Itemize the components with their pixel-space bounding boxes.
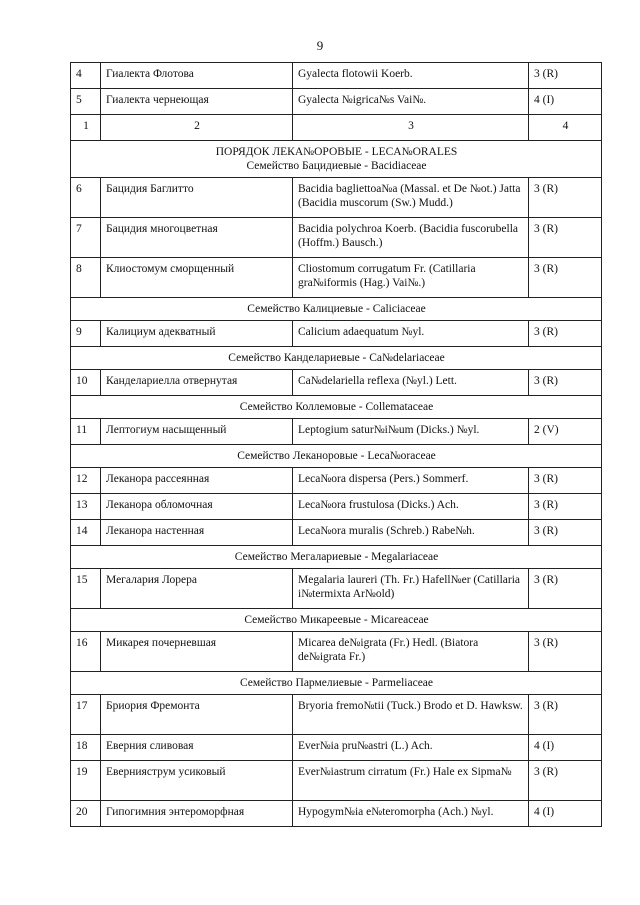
russian-name-cell: Бриория Фремонта xyxy=(101,695,293,735)
category-cell: 3 (R) xyxy=(529,632,602,672)
column-number-cell: 3 xyxy=(293,115,529,141)
category-cell: 4 (I) xyxy=(529,735,602,761)
category-cell: 4 (I) xyxy=(529,801,602,827)
section-header-row xyxy=(71,546,602,569)
russian-name-cell: Калициум адекватный xyxy=(101,321,293,347)
row-number-cell: 13 xyxy=(71,494,101,520)
row-number-cell: 10 xyxy=(71,370,101,396)
row-number-cell: 8 xyxy=(71,258,101,298)
table-row xyxy=(71,761,602,801)
latin-name-cell: Leca№ora frustulosa (Dicks.) Ach. xyxy=(293,494,529,520)
latin-name-cell: Ever№ia pru№astri (L.) Ach. xyxy=(293,735,529,761)
section-title: Семейство Микареевые - Micareaceae xyxy=(244,614,429,626)
table-row xyxy=(71,695,602,735)
section-header-row xyxy=(71,609,602,632)
latin-name-cell: Leca№ora dispersa (Pers.) Sommerf. xyxy=(293,468,529,494)
russian-name-cell: Мегалария Лорера xyxy=(101,569,293,609)
section-header-cell xyxy=(71,298,602,321)
row-number-cell: 7 xyxy=(71,218,101,258)
species-table-body xyxy=(71,63,602,827)
row-number-cell: 14 xyxy=(71,520,101,546)
table-row xyxy=(71,370,602,396)
row-number-cell: 19 xyxy=(71,761,101,801)
russian-name-cell: Микарея почерневшая xyxy=(101,632,293,672)
table-row xyxy=(71,801,602,827)
row-number-cell: 15 xyxy=(71,569,101,609)
russian-name-cell: Лептогиум насыщенный xyxy=(101,419,293,445)
section-header-row xyxy=(71,298,602,321)
table-row xyxy=(71,89,602,115)
latin-name-cell: Gyalecta flotowii Koerb. xyxy=(293,63,529,89)
section-header-cell xyxy=(71,141,602,178)
table-row xyxy=(71,218,602,258)
row-number-cell: 6 xyxy=(71,178,101,218)
category-cell: 2 (V) xyxy=(529,419,602,445)
latin-name-cell: Bacidia bagliettoa№a (Massal. et De №ot.) Jatta (Bacidia muscorum (Sw.) Mudd.) xyxy=(293,178,529,218)
table-row xyxy=(71,321,602,347)
section-header-cell xyxy=(71,445,602,468)
section-header-row xyxy=(71,347,602,370)
section-header-row xyxy=(71,445,602,468)
section-header-cell xyxy=(71,396,602,419)
category-cell: 3 (R) xyxy=(529,569,602,609)
row-number-cell: 18 xyxy=(71,735,101,761)
section-header-cell xyxy=(71,672,602,695)
section-header-cell xyxy=(71,609,602,632)
section-header-row xyxy=(71,141,602,178)
category-cell: 3 (R) xyxy=(529,63,602,89)
species-table xyxy=(70,62,602,827)
latin-name-cell: Cliostomum corrugatum Fr. (Catillaria gra№iformis (Hag.) Vai№.) xyxy=(293,258,529,298)
section-title: Семейство Леканоровые - Leca№oraceae xyxy=(237,450,436,462)
section-header-cell xyxy=(71,347,602,370)
row-number-cell: 5 xyxy=(71,89,101,115)
latin-name-cell: Gyalecta №igrica№s Vai№. xyxy=(293,89,529,115)
row-number-cell: 16 xyxy=(71,632,101,672)
column-number-row xyxy=(71,115,602,141)
page-number: 9 xyxy=(316,38,324,53)
russian-name-cell: Бацидия Баглитто xyxy=(101,178,293,218)
category-cell: 3 (R) xyxy=(529,761,602,801)
table-row xyxy=(71,569,602,609)
table-row xyxy=(71,419,602,445)
russian-name-cell: Гиалекта Флотова xyxy=(101,63,293,89)
latin-name-cell: Hypogym№ia e№teromorpha (Ach.) №yl. xyxy=(293,801,529,827)
section-header-row xyxy=(71,672,602,695)
table-row xyxy=(71,632,602,672)
latin-name-cell: Calicium adaequatum №yl. xyxy=(293,321,529,347)
section-title: Семейство Пармелиевые - Parmeliaceae xyxy=(239,677,434,689)
category-cell: 3 (R) xyxy=(529,520,602,546)
row-number-cell: 4 xyxy=(71,63,101,89)
table-row xyxy=(71,258,602,298)
latin-name-cell: Ever№iastrum cirratum (Fr.) Hale ex Sipma№ xyxy=(293,761,529,801)
category-cell: 3 (R) xyxy=(529,258,602,298)
category-cell: 3 (R) xyxy=(529,695,602,735)
russian-name-cell: Леканора обломочная xyxy=(101,494,293,520)
latin-name-cell: Micarea de№igrata (Fr.) Hedl. (Biatora de№igrata Fr.) xyxy=(293,632,529,672)
latin-name-cell: Bacidia polychroa Koerb. (Bacidia fuscorubella (Hoffm.) Bausch.) xyxy=(293,218,529,258)
russian-name-cell: Бацидия многоцветная xyxy=(101,218,293,258)
category-cell: 3 (R) xyxy=(529,218,602,258)
category-cell: 3 (R) xyxy=(529,468,602,494)
russian-name-cell: Гиалекта чернеющая xyxy=(101,89,293,115)
row-number-cell: 17 xyxy=(71,695,101,735)
russian-name-cell: Леканора настенная xyxy=(101,520,293,546)
table-row xyxy=(71,735,602,761)
row-number-cell: 9 xyxy=(71,321,101,347)
latin-name-cell: Leca№ora muralis (Schreb.) Rabe№h. xyxy=(293,520,529,546)
latin-name-cell: Ca№delariella reflexa (№yl.) Lett. xyxy=(293,370,529,396)
table-row xyxy=(71,178,602,218)
table-row xyxy=(71,63,602,89)
latin-name-cell: Leptogium satur№i№um (Dicks.) №yl. xyxy=(293,419,529,445)
russian-name-cell: Гипогимния энтероморфная xyxy=(101,801,293,827)
russian-name-cell: Евернияструм усиковый xyxy=(101,761,293,801)
table-row xyxy=(71,520,602,546)
section-title: Семейство Мегалариевые - Megalariaceae xyxy=(234,551,439,563)
latin-name-cell: Bryoria fremo№tii (Tuck.) Brodo et D. Hawksw. xyxy=(293,695,529,735)
russian-name-cell: Канделариелла отвернутая xyxy=(101,370,293,396)
category-cell: 3 (R) xyxy=(529,178,602,218)
category-cell: 3 (R) xyxy=(529,370,602,396)
row-number-cell: 20 xyxy=(71,801,101,827)
section-title: Семейство Калициевые - Caliciaceae xyxy=(247,303,426,315)
section-title: ПОРЯДОК ЛЕКА№ОРОВЫЕ - LECA№ORALES xyxy=(215,146,458,158)
category-cell: 4 (I) xyxy=(529,89,602,115)
section-title: Семейство Канделариевые - Ca№delariaceae xyxy=(228,352,445,364)
row-number-cell: 12 xyxy=(71,468,101,494)
row-number-cell: 11 xyxy=(71,419,101,445)
russian-name-cell: Еверния сливовая xyxy=(101,735,293,761)
column-number-cell: 1 xyxy=(71,115,101,141)
table-row xyxy=(71,468,602,494)
table-row xyxy=(71,494,602,520)
section-subtitle: Семейство Бацидиевые - Bacidiaceae xyxy=(246,160,427,172)
category-cell: 3 (R) xyxy=(529,494,602,520)
category-cell: 3 (R) xyxy=(529,321,602,347)
section-title: Семейство Коллемовые - Collemataceae xyxy=(239,401,434,413)
latin-name-cell: Megalaria laureri (Th. Fr.) Hafell№er (Catillaria i№termixta Ar№old) xyxy=(293,569,529,609)
section-header-row xyxy=(71,396,602,419)
russian-name-cell: Леканора рассеянная xyxy=(101,468,293,494)
column-number-cell: 2 xyxy=(101,115,293,141)
russian-name-cell: Клиостомум сморщенный xyxy=(101,258,293,298)
column-number-cell: 4 xyxy=(529,115,602,141)
section-header-cell xyxy=(71,546,602,569)
